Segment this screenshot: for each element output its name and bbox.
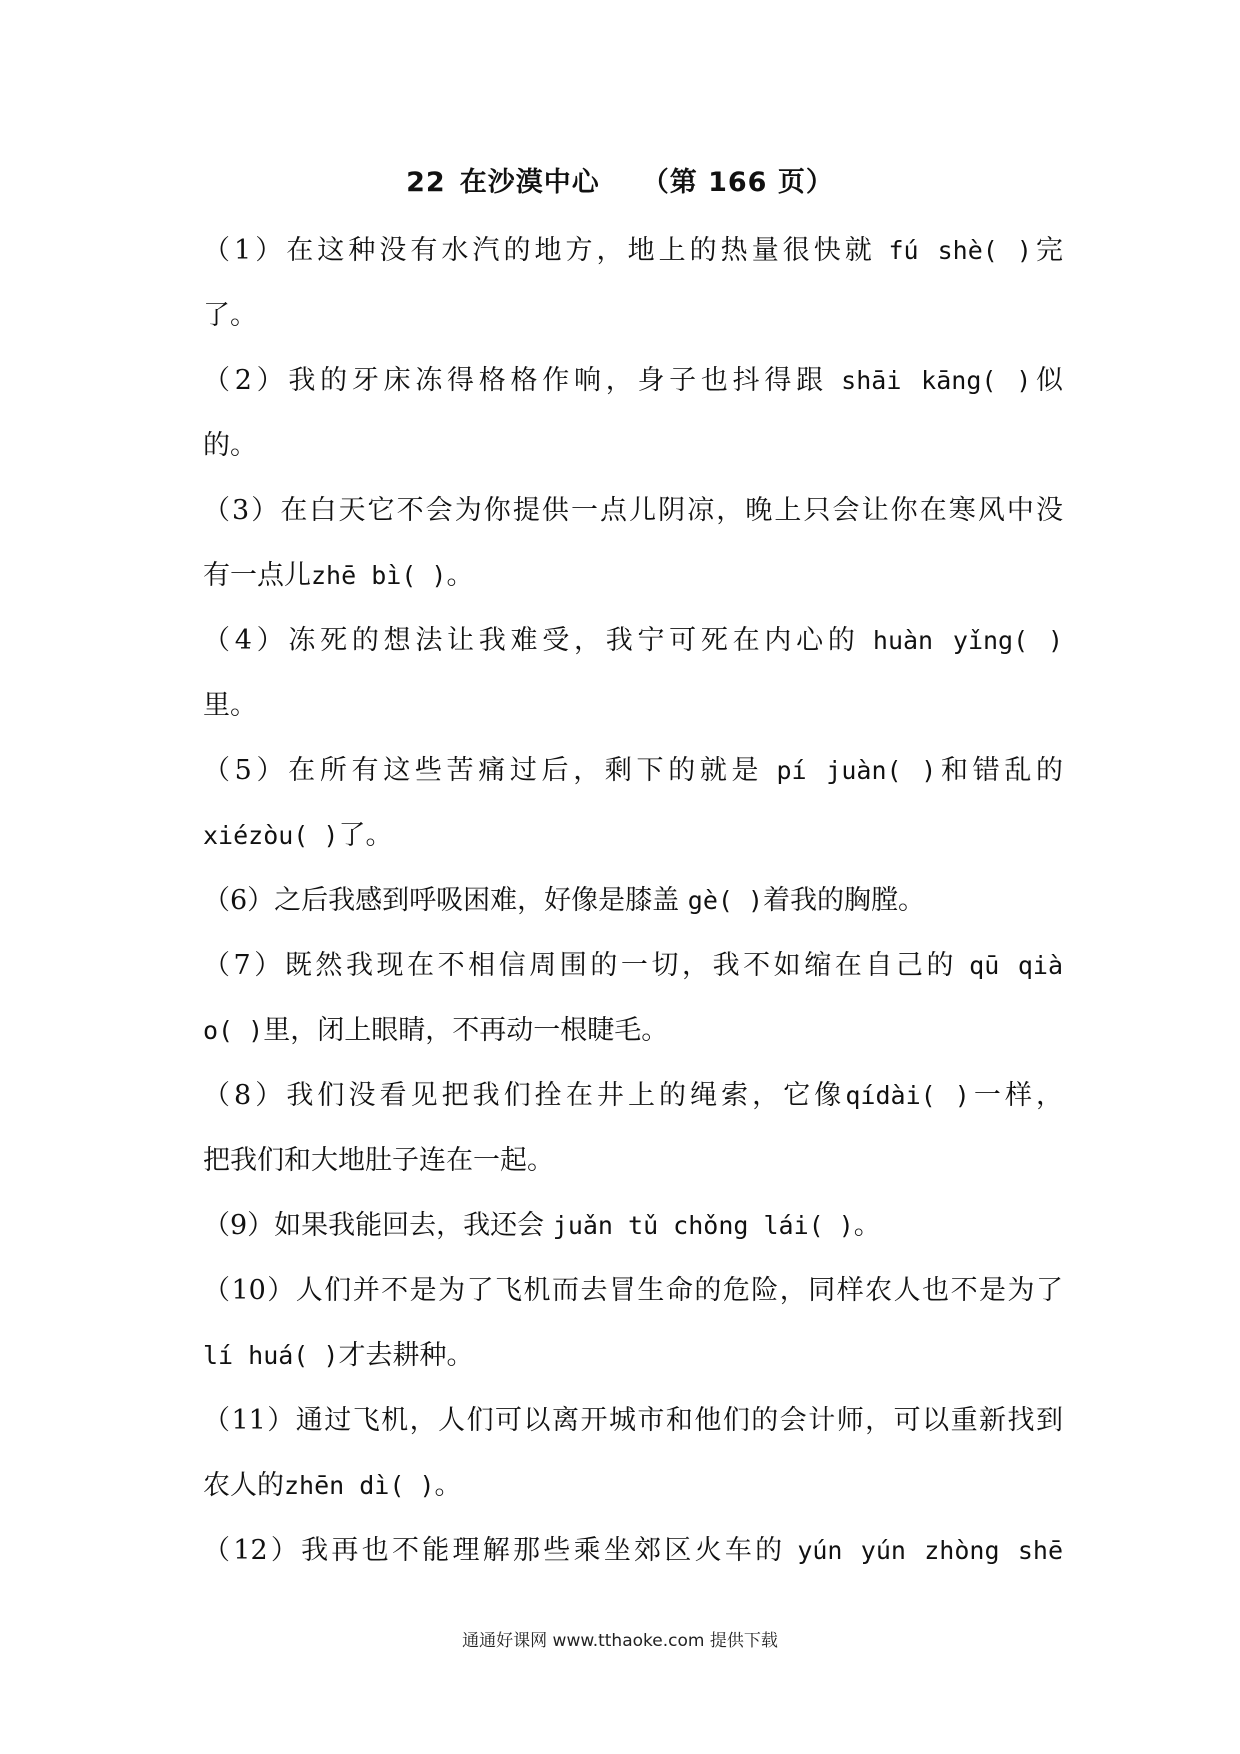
exercise-line (203, 1063, 1063, 1128)
line-text: （12）我再也不能理解那些乘坐郊区火车的 (203, 1535, 798, 1566)
line-text-end: 。 (434, 1470, 462, 1501)
exercise-line (203, 348, 1063, 413)
line-text: 农人的 (203, 1470, 284, 1501)
exercise-line (203, 543, 1063, 608)
line-text-end: 完 (1031, 235, 1063, 266)
line-text: （10）人们并不是为了飞机而去冒生命的危险，同样农人也不是为了 (203, 1275, 1063, 1306)
page-reference: （第 166 页） (641, 167, 834, 198)
pinyin-blank: shāi kāng( ) (841, 366, 1032, 395)
line-text: （3）在白天它不会为你提供一点儿阴凉，晚上只会让你在寒风中没 (203, 495, 1063, 526)
exercise-line (203, 218, 1063, 283)
line-text: （8）我们没看见把我们拴在井上的绳索，它像 (203, 1080, 846, 1111)
line-text-end: 一样， (969, 1080, 1063, 1111)
exercise-line (203, 413, 1063, 478)
pinyin-blank: xiézòu( ) (203, 821, 339, 850)
pinyin-blank: pí juàn( ) (776, 756, 937, 785)
exercise-line (203, 1258, 1063, 1323)
line-text-end: 和错乱的 (936, 755, 1063, 786)
exercise-line (203, 998, 1063, 1063)
line-text: （6）之后我感到呼吸困难，好像是膝盖 (203, 885, 688, 916)
line-text-end: 才去耕种。 (338, 1340, 474, 1371)
line-text: （5）在所有这些苦痛过后，剩下的就是 (203, 755, 777, 786)
exercise-line (203, 738, 1063, 803)
pinyin-blank: fú shè( ) (888, 236, 1032, 265)
line-text-end: 里，闭上眼睛，不再动一根睫毛。 (263, 1015, 669, 1046)
exercise-list (203, 218, 1063, 1583)
line-text: 的。 (203, 430, 257, 461)
exercise-line (203, 933, 1063, 998)
line-text-end: 似 (1031, 365, 1063, 396)
exercise-line (203, 1128, 1063, 1193)
exercise-line (203, 803, 1063, 868)
line-text: （2）我的牙床冻得格格作响，身子也抖得跟 (203, 365, 842, 396)
pinyin-blank: o( ) (203, 1016, 264, 1045)
pinyin-blank: lí huá( ) (203, 1341, 339, 1370)
exercise-line (203, 1388, 1063, 1453)
line-text: 把我们和大地肚子连在一起。 (203, 1145, 554, 1176)
line-text-end: 。 (446, 560, 474, 591)
exercise-line (203, 868, 1063, 933)
exercise-line (203, 1323, 1063, 1388)
lesson-title: 在沙漠中心 (459, 167, 600, 198)
exercise-line (203, 478, 1063, 543)
pinyin-blank: qū qià (969, 951, 1063, 980)
line-text: （7）既然我现在不相信周围的一切，我不如缩在自己的 (203, 950, 970, 981)
exercise-line (203, 1518, 1063, 1583)
line-text: 了。 (203, 300, 257, 331)
line-text: 里。 (203, 690, 257, 721)
pinyin-blank: zhēn dì( ) (284, 1471, 435, 1500)
exercise-line (203, 673, 1063, 738)
page-title (0, 160, 1240, 199)
lesson-number: 22 (406, 167, 446, 198)
exercise-line (203, 283, 1063, 348)
pinyin-blank: yún yún zhòng shē (797, 1536, 1063, 1565)
line-text: （1）在这种没有水汽的地方，地上的热量很快就 (203, 235, 889, 266)
line-text: 有一点儿 (203, 560, 311, 591)
line-text: （11）通过飞机，人们可以离开城市和他们的会计师，可以重新找到 (203, 1405, 1063, 1436)
exercise-line (203, 608, 1063, 673)
pinyin-blank: qídài( ) (845, 1081, 970, 1110)
exercise-line (203, 1193, 1063, 1258)
pinyin-blank: huàn yǐng( ) (872, 626, 1063, 655)
page-footer: 通通好课网 www.tthaoke.com 提供下载 (462, 1631, 778, 1651)
line-text-end: 了。 (338, 820, 393, 851)
line-text: （4）冻死的想法让我难受，我宁可死在内心的 (203, 625, 873, 656)
pinyin-blank: juǎn tǔ chǒng lái( ) (552, 1211, 854, 1240)
pinyin-blank: gè( ) (687, 886, 764, 915)
line-text-end: 。 (853, 1210, 881, 1241)
exercise-line (203, 1453, 1063, 1518)
line-text-end: 着我的胸膛。 (763, 885, 926, 916)
line-text: （9）如果我能回去，我还会 (203, 1210, 553, 1241)
pinyin-blank: zhē bì( ) (311, 561, 447, 590)
